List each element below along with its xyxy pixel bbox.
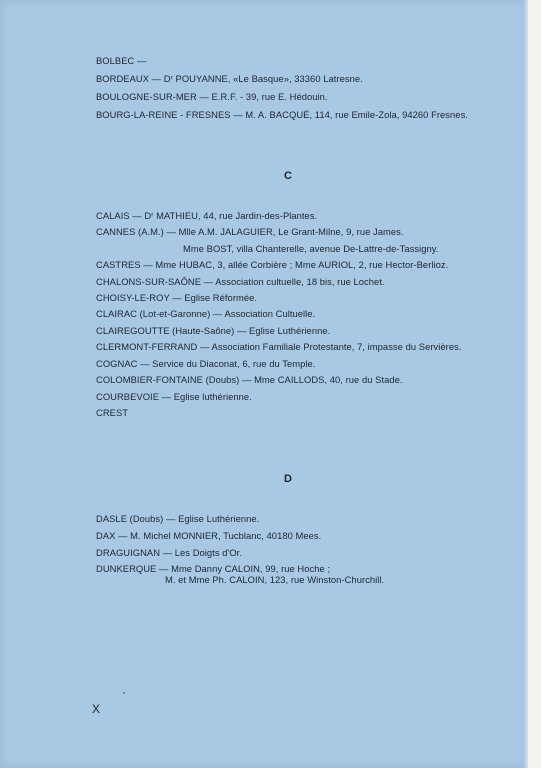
entry-boulogne-sur-mer: BOULOGNE-SUR-MER — E.R.F. - 39, rue E. Hédouin. [96, 91, 328, 102]
section-heading-d: D [284, 473, 292, 485]
section-heading-c: C [284, 170, 292, 182]
entry-clairegoutte: CLAIREGOUTTE (Haute-Saône) — Eglise Luthérienne. [96, 325, 331, 336]
entry-calais: CALAIS — Dʳ MATHIEU, 44, rue Jardin-des-Plantes. [96, 210, 318, 221]
entry-chalons-sur-saone: CHALONS-SUR-SAÔNE — Association cultuelle, 18 bis, rue Lochet. [96, 276, 385, 287]
entry-castres: CASTRES — Mme HUBAC, 3, allée Corbière ; Mme AURIOL, 2, rue Hector-Berlioz. [96, 259, 449, 270]
entry-cannes-continued: Mme BOST, villa Chanterelle, avenue De-Lattre-de-Tassigny. [183, 243, 439, 254]
entry-clairac: CLAIRAC (Lot-et-Garonne) — Association Cultuelle. [96, 308, 316, 319]
entry-bourg-la-reine-fresnes: BOURG-LA-REINE - FRESNES — M. A. BACQUÉ, 114, rue Emile-Zola, 94260 Fresnes. [96, 109, 468, 120]
paper-speck [123, 692, 125, 694]
entry-dunkerque: DUNKERQUE — Mme Danny CALOIN, 99, rue Hoche ; [96, 563, 331, 574]
entry-courbevoie: COURBEVOIE — Eglise luthérienne. [96, 391, 252, 402]
entry-choisy-le-roy: CHOISY-LE-ROY — Eglise Réformée. [96, 292, 258, 303]
entry-cannes: CANNES (A.M.) — Mlle A.M. JALAGUIER, Le Grant-Milne, 9, rue James. [96, 226, 404, 237]
page-number: X [92, 702, 101, 716]
entry-cognac: COGNAC — Service du Diaconat, 6, rue du Temple. [96, 358, 316, 369]
entry-bolbec: BOLBEC — [96, 55, 147, 66]
entry-colombier-fontaine: COLOMBIER-FONTAINE (Doubs) — Mme CAILLODS, 40, rue du Stade. [96, 374, 403, 385]
entry-clermont-ferrand: CLERMONT-FERRAND — Association Familiale Protestante, 7, impasse du Servières. [96, 341, 462, 352]
entry-dasle: DASLE (Doubs) — Eglise Luthérienne. [96, 513, 260, 524]
entry-dunkerque-continued: M. et Mme Ph. CALOIN, 123, rue Winston-Churchill. [165, 574, 385, 585]
entry-bordeaux: BORDEAUX — Dʳ POUYANNE, «Le Basque», 33360 Latresne. [96, 73, 363, 84]
entry-draguignan: DRAGUIGNAN — Les Doigts d'Or. [96, 547, 242, 558]
entry-crest: CREST [96, 407, 129, 418]
entry-dax: DAX — M. Michel MONNIER, Tucblanc, 40180 Mees. [96, 530, 322, 541]
